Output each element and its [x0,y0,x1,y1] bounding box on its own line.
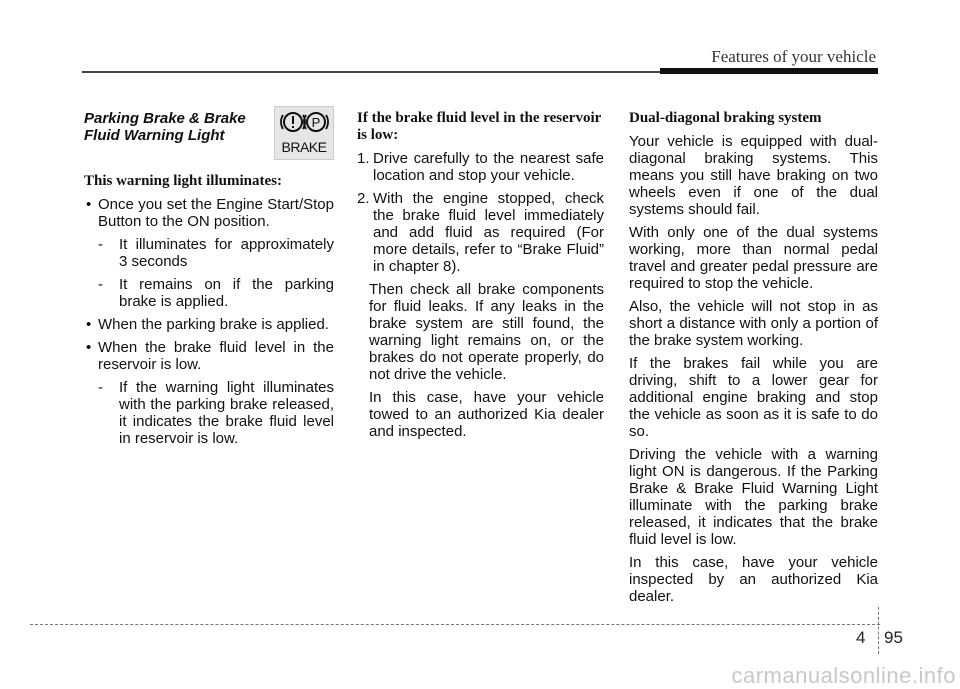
chapter-number: 4 [856,628,866,647]
svg-text:P: P [311,115,321,130]
brake-warning-icon [275,107,333,159]
step-item: 2. With the engine stopped, check the brake fluid level immediately and add fluid as required (For more details, refer to “Brake Fluid” in chapter 8). [357,190,604,275]
column-parking-brake [84,110,334,453]
list-item: - It illuminates for approximately 3 seconds [98,236,334,270]
watermark: carmanualsonline.info [731,663,956,688]
section-heading: Dual-diagonal braking system [629,110,822,126]
list-item: • When the parking brake is applied. [86,316,329,333]
header-rule [82,71,660,73]
paragraph: If the brakes fail while you are driving, shift to a lower gear for additional engine braking and stop the vehicle as soon as it is safe to do so. [629,355,878,440]
step-number: 1. [357,150,370,167]
dash-mark: - [98,379,103,396]
step-number: 2. [357,190,370,207]
section-heading: If the brake fluid level in the reservoir is low: [357,110,601,143]
paragraph: In this case, have your vehicle towed to an authorized Kia dealer and inspected. [369,389,604,440]
paragraph: In this case, have your vehicle inspected by an authorized Kia dealer. [629,554,878,605]
brake-warning-badge [274,106,334,160]
paragraph: Your vehicle is equipped with dual-diagonal braking systems. This means you still have braking on two wheels even if one of the dual systems should fail. [629,133,878,218]
section-title: Parking Brake & Brake Fluid Warning Light [84,110,246,144]
header-rule-accent [660,68,878,74]
column-low-fluid [357,110,604,446]
bullet-mark: • [86,316,92,333]
list-item: - If the warning light illuminates with the parking brake released, it indicates the brake fluid level in reservoir is low. [98,379,334,447]
footer-divider [878,607,879,654]
column-dual-diagonal [629,110,878,611]
svg-text:BRAKE: BRAKE [281,139,327,155]
paragraph: With only one of the dual systems working, more than normal pedal travel and greater pedal pressure are required to stop the vehicle. [629,224,878,292]
subhead: This warning light illuminates: [84,173,282,189]
list-item: • When the brake fluid level in the reservoir is low. [86,339,334,373]
paragraph: Also, the vehicle will not stop in as short a distance with only a portion of the brake system working. [629,298,878,349]
dash-mark: - [98,236,103,253]
list-item: • Once you set the Engine Start/Stop Button to the ON position. [86,196,334,230]
footer-rule [30,624,880,625]
paragraph: Then check all brake components for fluid leaks. If any leaks in the brake system are still found, the warning light remains on, or the brakes do not operate properly, do not drive the vehicle. [369,281,604,383]
list-item: - It remains on if the parking brake is applied. [98,276,334,310]
bullet-mark: • [86,339,92,356]
page-number: 95 [884,628,903,647]
header-title: Features of your vehicle [711,47,876,66]
paragraph: Driving the vehicle with a warning light ON is dangerous. If the Parking Brake & Brake Fluid Warning Light illuminate with the parking brake released, it indicates that the brake fluid level is low. [629,446,878,548]
step-item: 1. Drive carefully to the nearest safe location and stop your vehicle. [357,150,604,184]
bullet-mark: • [86,196,92,213]
dash-mark: - [98,276,103,293]
